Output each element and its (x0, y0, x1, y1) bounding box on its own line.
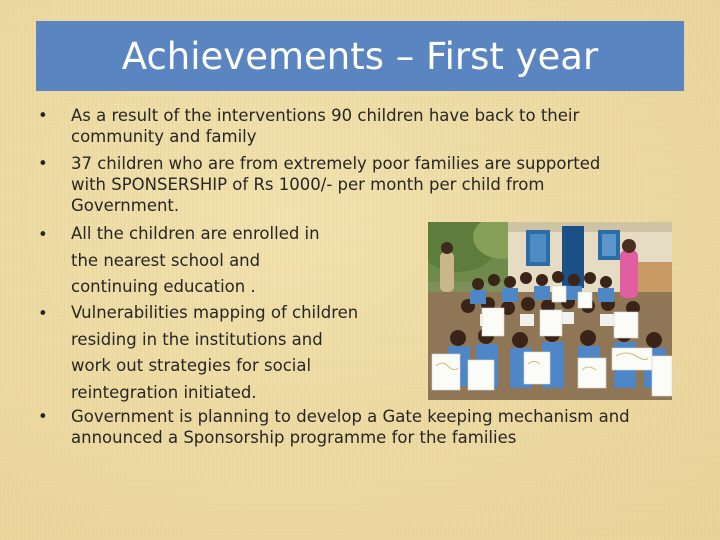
bullet-line: Government is planning to develop a Gate keeping mechanism and (71, 407, 630, 426)
bullet-item (38, 300, 358, 406)
bullet-item (38, 221, 320, 301)
bullet-line: continuing education . (71, 277, 256, 296)
bullet-item (38, 153, 600, 216)
bullet-line: As a result of the interventions 90 children have back to their (71, 106, 580, 125)
bullet-line: with SPONSERSHIP of Rs 1000/- per month per child from (71, 175, 545, 194)
bullet-line: reintegration initiated. (71, 382, 257, 402)
bullet-line: announced a Sponsorship programme for the families (71, 428, 517, 447)
bullet-item (38, 105, 579, 147)
bullet-line: work out strategies for social (71, 356, 312, 375)
bullet-marker: • (38, 407, 48, 426)
bullet-line: Vulnerabilities mapping of children (71, 303, 359, 322)
bullet-line: All the children are enrolled in (71, 224, 320, 243)
bullet-line: residing in the institutions and (71, 329, 323, 349)
bullet-item (38, 406, 630, 448)
bullet-marker: • (38, 225, 48, 244)
bullet-line: 37 children who are from extremely poor families are supported (71, 154, 601, 173)
bullet-marker: • (38, 304, 48, 323)
bullet-line: community and family (71, 127, 257, 146)
bullet-marker: • (38, 154, 48, 173)
slide-title: Achievements – First year (121, 34, 599, 78)
bullet-line: Government. (71, 196, 180, 215)
bullet-marker: • (38, 106, 48, 125)
bullet-line: the nearest school and (71, 250, 261, 270)
